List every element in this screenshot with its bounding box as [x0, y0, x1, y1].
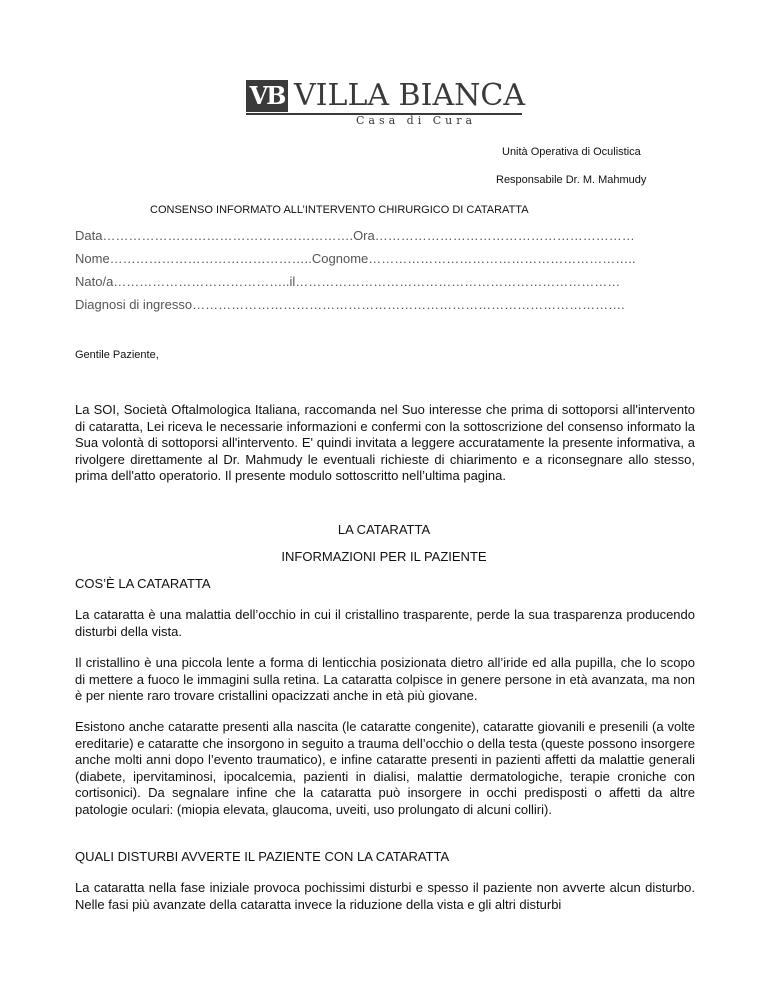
- section2-paragraph-1: La cataratta nella fase iniziale provoca pochissimi disturbi e spesso il paziente non avverte alcun disturbo. Nelle fasi più avanzate della cataratta invece la riduzione della vista e gli altri disturbi: [75, 880, 695, 912]
- intro-paragraph: La SOI, Società Oftalmologica Italiana, raccomanda nel Suo interesse che prima di sottoporsi all'intervento di cataratta, Lei riceva le necessarie informazioni e confermi con la sottoscrizione del consenso informato la Sua volontà di sottoporsi all'intervento. E' quindi invitata a leggere accuratamente la presente informativa, a rivolgere direttamente al Dr. Mahmudy le eventuali richieste di chiarimento e a riconsegnare allo stesso, prima dell'atto operatorio. Il presente modulo sottoscritto nell’ultima pagina.: [75, 402, 695, 483]
- section-subtitle: INFORMAZIONI PER IL PAZIENTE: [281, 549, 487, 564]
- section2-heading: QUALI DISTURBI AVVERTE IL PAZIENTE CON LA CATARATTA: [75, 849, 450, 864]
- logo-subtitle: Casa di Cura: [356, 114, 477, 127]
- unit-name: Unità Operativa di Oculistica: [502, 146, 641, 158]
- section1-paragraph-1: La cataratta è una malattia dell’occhio in cui il cristallino trasparente, perde la sua trasparenza producendo disturbi della vista.: [75, 607, 695, 639]
- form-title: CONSENSO INFORMATO ALL’INTERVENTO CHIRURGICO DI CATARATTA: [150, 204, 529, 216]
- field-nato: Nato/a…………………………………..il…………………………………………………………………: [75, 274, 621, 289]
- logo-mark: [246, 80, 288, 112]
- greeting: Gentile Paziente,: [75, 349, 159, 361]
- field-data-ora: Data………………………………………………….Ora……………………………………………………: [75, 228, 635, 243]
- clinic-logo: [246, 78, 524, 130]
- logo-name: VILLA BIANCA: [294, 78, 525, 113]
- section-title: LA CATARATTA: [337, 522, 431, 537]
- section1-paragraph-2: Il cristallino è una piccola lente a forma di lenticchia posizionata dietro all’iride ed alla pupilla, che lo scopo di mettere a fuoco le immagini sulla retina. La cataratta colpisce in genere persone in età avanzata, ma non è per niente raro trovare cristallini opacizzati anche in età più giovane.: [75, 655, 695, 703]
- responsible-name: Responsabile Dr. M. Mahmudy: [496, 174, 647, 186]
- section1-paragraph-3: Esistono anche cataratte presenti alla nascita (le cataratte congenite), cataratte giovanili e presenili (a volte ereditarie) e cataratte che insorgono in seguito a trauma dell’occhio o della testa (queste possono insorgere anche molti anni dopo l’evento traumatico), e infine cataratte presenti in pazienti affetti da malattie generali (diabete, ipervitaminosi, ipocalcemia, pazienti in dialisi, malattie dermatologiche, terapie croniche con cortisonici). Da segnalare infine che la cataratta può insorgere in occhi predisposti o affetti da altre patologie oculari: (miopia elevata, glaucoma, uveiti, uso prolungato di alcuni colliri).: [75, 719, 695, 817]
- field-diagnosi: Diagnosi di ingresso……………………………………………………………………………………….: [75, 297, 625, 312]
- logo-mark-text: VB: [249, 81, 285, 110]
- field-nome-cognome: Nome………………………………………..Cognome……………………………………………………..: [75, 251, 636, 266]
- section1-heading: COS’È LA CATARATTA: [75, 576, 211, 591]
